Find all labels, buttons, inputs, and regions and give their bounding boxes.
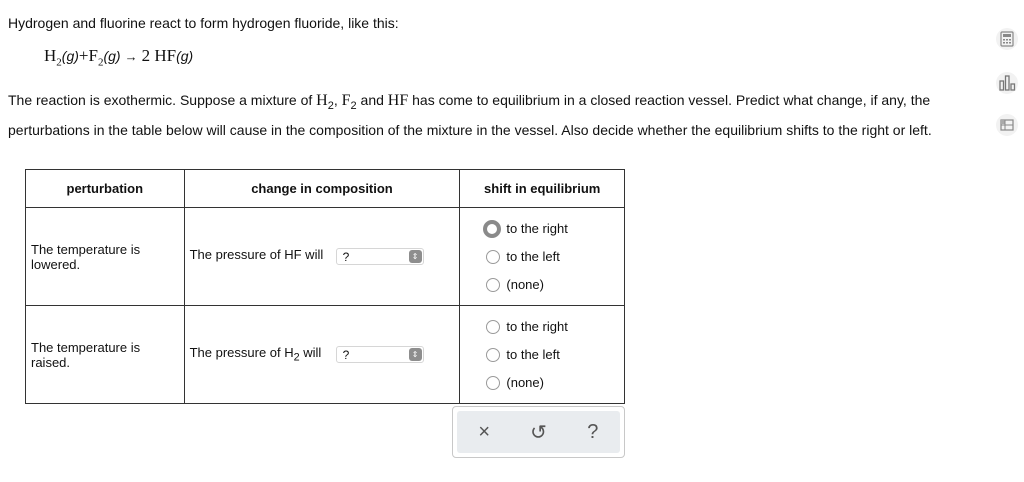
radio-to-the-left[interactable]: to the left bbox=[487, 243, 623, 271]
help-icon: ? bbox=[587, 420, 599, 443]
calculator-icon[interactable] bbox=[996, 28, 1018, 50]
change-label: The pressure of HF will bbox=[189, 247, 324, 263]
radio-to-the-right[interactable]: to the right bbox=[487, 313, 623, 341]
radio-none[interactable]: (none) bbox=[487, 369, 623, 397]
header-change-in-composition: change in composition bbox=[184, 170, 460, 208]
header-perturbation: perturbation bbox=[26, 170, 185, 208]
answer-toolbar bbox=[452, 406, 625, 458]
composition-select[interactable]: ? ⇕ bbox=[336, 346, 424, 363]
radio-circle[interactable] bbox=[486, 278, 500, 292]
composition-select[interactable]: ? ⇕ bbox=[336, 248, 424, 265]
radio-circle[interactable] bbox=[486, 320, 500, 334]
help-button[interactable] bbox=[576, 415, 610, 449]
chevron-updown-icon: ⇕ bbox=[409, 250, 422, 263]
perturbation-cell: The temperature is raised. bbox=[26, 306, 185, 404]
problem-paragraph: The reaction is exothermic. Suppose a mixture of $H_2$, $F_2$ and HF has come to equilibrium in a closed reaction vessel. Predict what change, if any, the perturbations in the table below will cause in the composition of the mixture in the vessel. Also decide whether the equilibrium shifts to the right or left. bbox=[8, 92, 932, 138]
change-label: The pressure of $H_2$ will bbox=[189, 345, 322, 364]
change-cell bbox=[184, 208, 460, 306]
table-row bbox=[26, 306, 625, 404]
clear-button[interactable] bbox=[467, 415, 501, 449]
shift-cell bbox=[460, 306, 625, 404]
header-shift-in-equilibrium: shift in equilibrium bbox=[460, 170, 625, 208]
intro-text: Hydrogen and fluorine react to form hydrogen fluoride, like this: bbox=[8, 15, 399, 31]
shift-cell bbox=[460, 208, 625, 306]
periodic-table-icon[interactable] bbox=[996, 114, 1018, 136]
radio-to-the-right[interactable]: to the right bbox=[487, 215, 623, 243]
table-row bbox=[26, 208, 625, 306]
perturbation-table bbox=[25, 169, 625, 404]
chevron-updown-icon: ⇕ bbox=[409, 348, 422, 361]
radio-to-the-left[interactable]: to the left bbox=[487, 341, 623, 369]
radio-circle[interactable] bbox=[483, 220, 501, 238]
close-icon: × bbox=[478, 420, 490, 443]
reaction-equation: $H_2(g)+F_2(g) \to 2$ HF(g) bbox=[44, 46, 194, 69]
reaction-arrow: → bbox=[124, 49, 138, 64]
radio-circle[interactable] bbox=[486, 376, 500, 390]
undo-icon: ↺ bbox=[530, 421, 547, 444]
radio-none[interactable]: (none) bbox=[487, 271, 623, 299]
perturbation-cell: The temperature is lowered. bbox=[26, 208, 185, 306]
undo-button[interactable] bbox=[521, 415, 555, 449]
bar-chart-icon[interactable] bbox=[996, 72, 1018, 94]
radio-circle[interactable] bbox=[486, 348, 500, 362]
change-cell bbox=[184, 306, 460, 404]
radio-circle[interactable] bbox=[486, 250, 500, 264]
